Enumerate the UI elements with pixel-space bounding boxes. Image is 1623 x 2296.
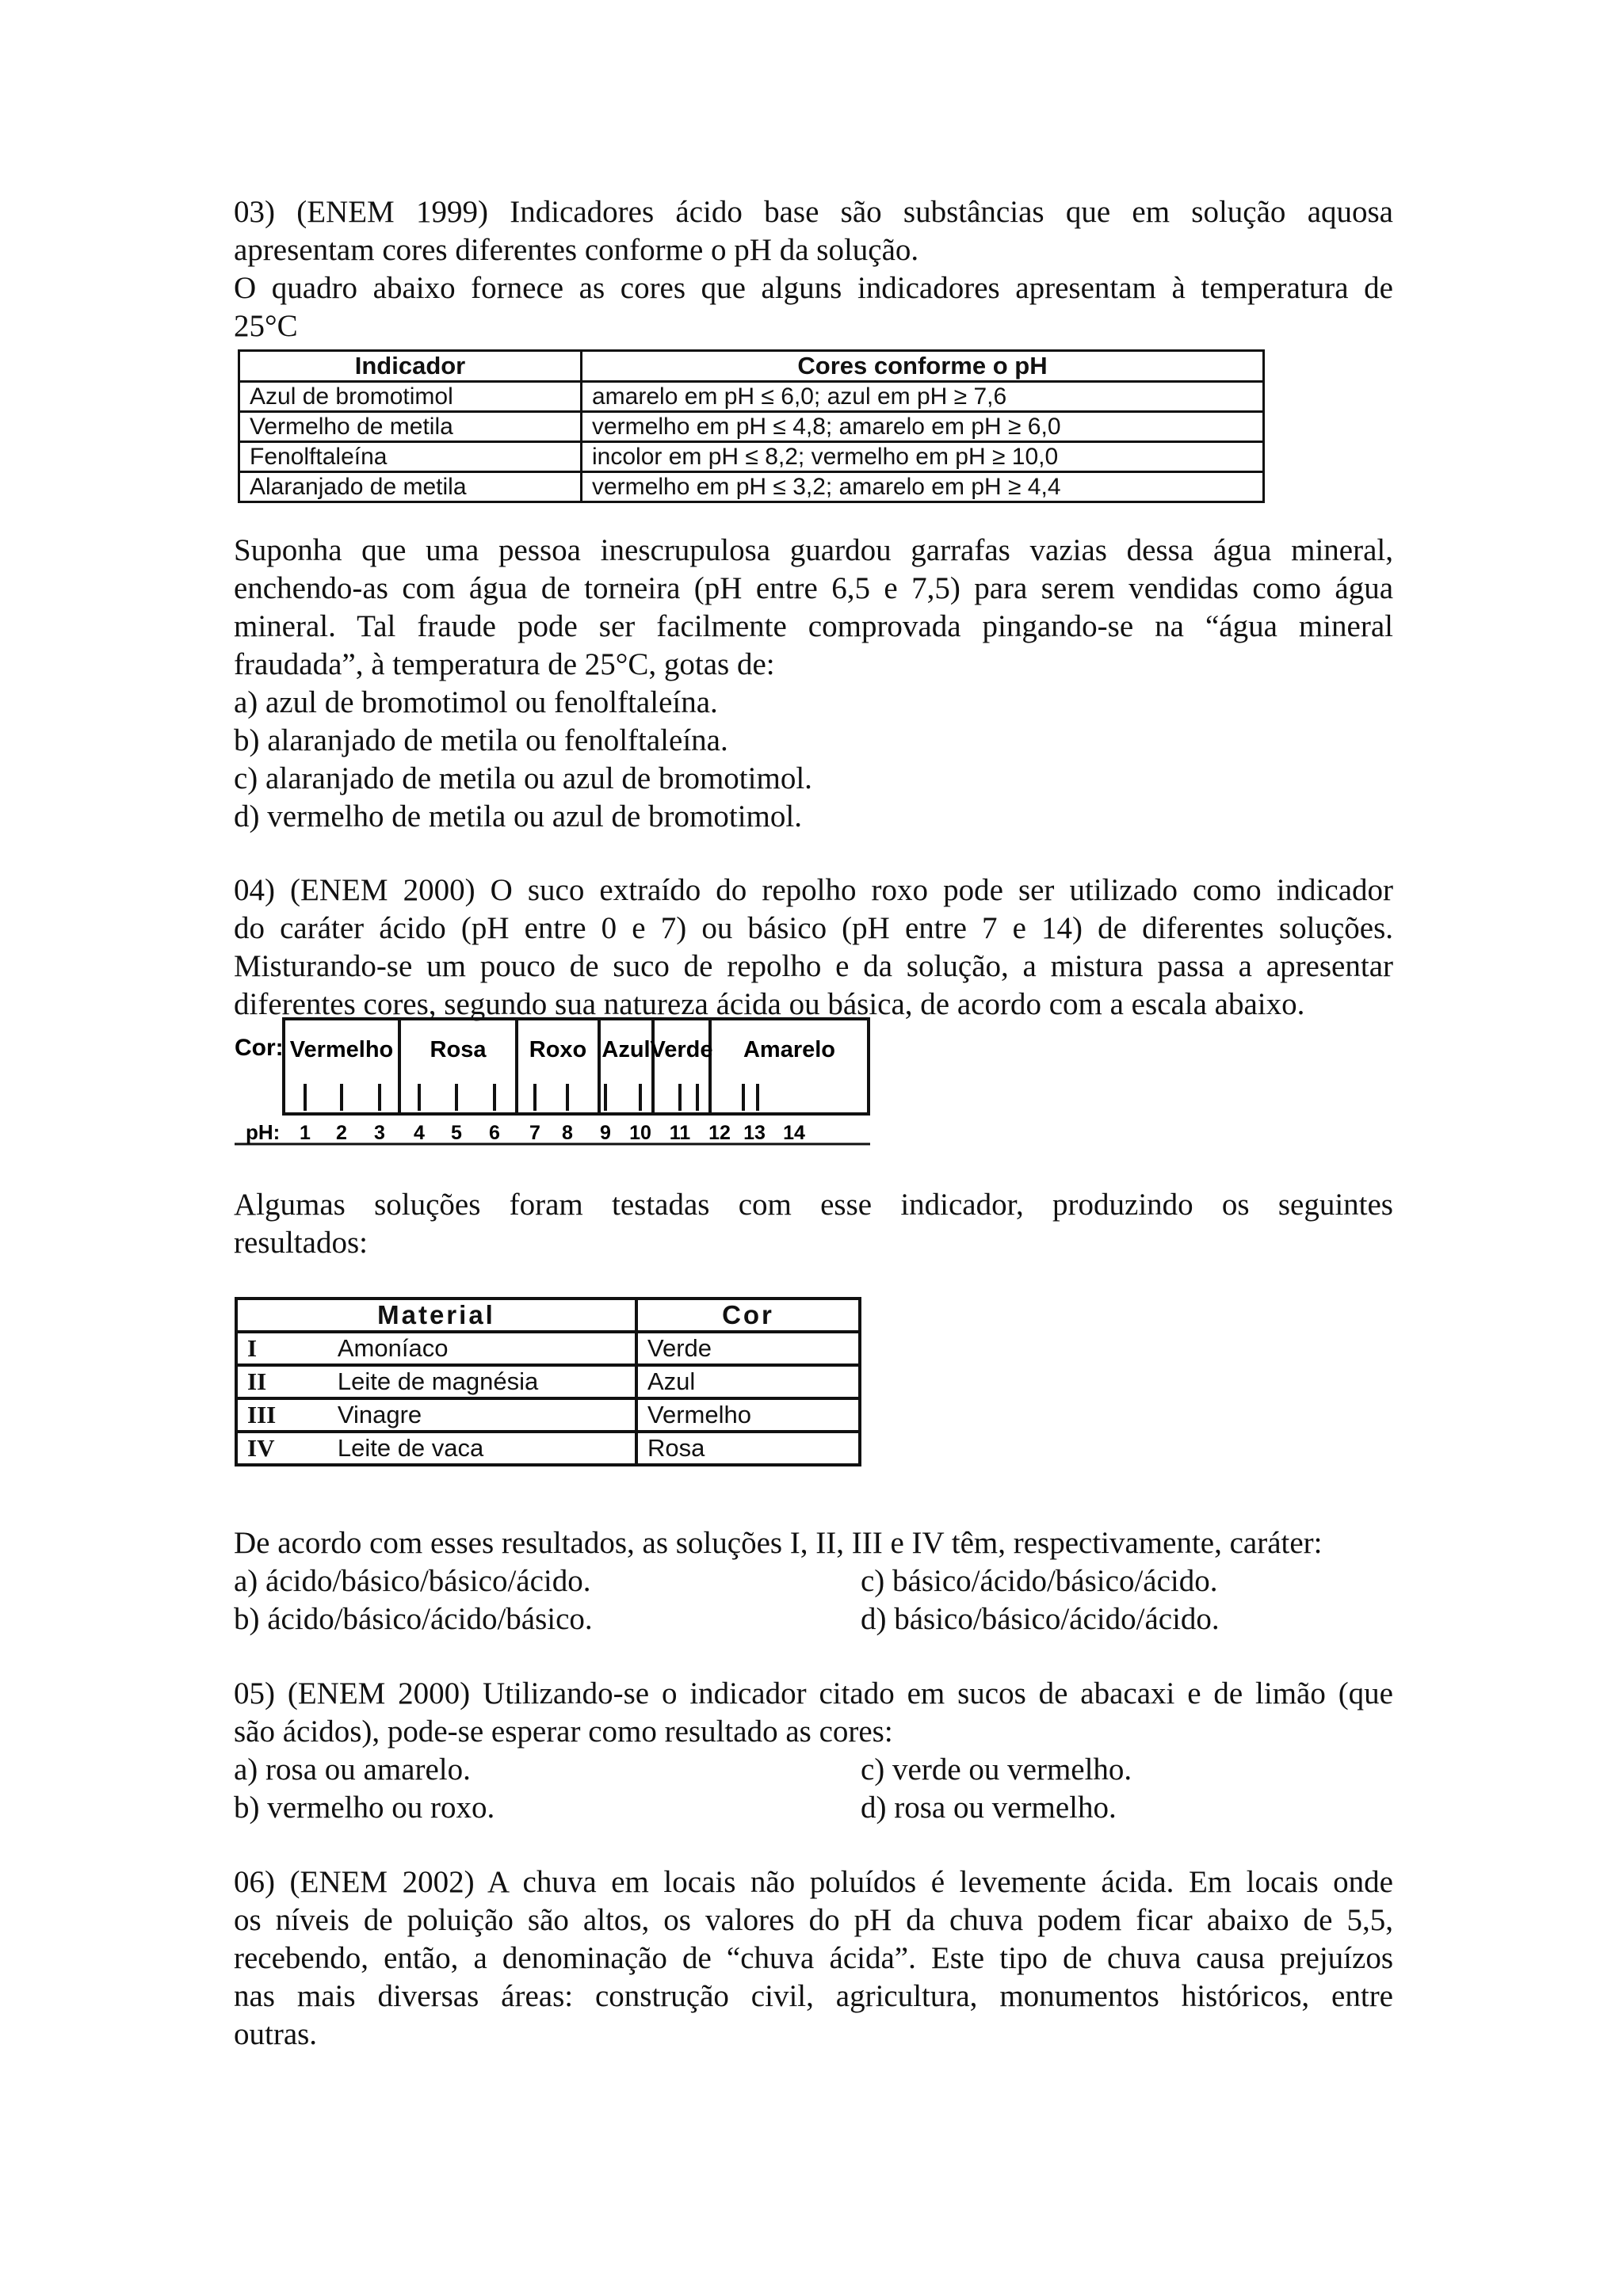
table-row xyxy=(239,382,1264,412)
material-color: Vermelho xyxy=(636,1398,860,1432)
indicator-table xyxy=(238,349,1265,503)
color-label-vermelho: Vermelho xyxy=(289,1037,394,1062)
material-name: Leite de vaca xyxy=(328,1432,636,1465)
ph-value: 5 xyxy=(451,1122,462,1144)
q04-line-2: do caráter ácido (pH entre 0 e 7) ou básico (pH entre 7 e 14) de diferentes soluções. xyxy=(234,911,1393,945)
q04-tested-line-2: resultados: xyxy=(234,1226,368,1260)
q03-after-line-3: mineral. Tal fraude pode ser facilmente comprovada pingando-se na “água mineral xyxy=(234,609,1393,643)
scale-ticks xyxy=(305,1084,758,1111)
ph-value: 9 xyxy=(600,1122,611,1144)
ph-value: 3 xyxy=(374,1122,385,1144)
q06-line-5: outras. xyxy=(234,2017,318,2051)
q04-line-1: 04) (ENEM 2000) O suco extraído do repolho roxo pode ser utilizado como indicador xyxy=(234,873,1393,907)
color-label-amarelo: Amarelo xyxy=(743,1037,836,1062)
indicator-table-header xyxy=(239,351,1264,382)
q06-line-3: recebendo, então, a denominação de “chuva ácida”. Este tipo de chuva causa prejuízos xyxy=(234,1941,1393,1975)
indicator-colors: vermelho em pH ≤ 3,2; amarelo em pH ≥ 4,4 xyxy=(582,472,1264,502)
row-number: I xyxy=(236,1332,328,1365)
q03-line-4: 25°C xyxy=(234,309,298,343)
color-label-azul: Azul xyxy=(601,1037,651,1062)
ph-label: pH: xyxy=(246,1120,281,1144)
ph-value: 13 xyxy=(743,1122,766,1144)
q04-line-3: Misturando-se um pouco de suco de repolho e da solução, a mistura passa a apresentar xyxy=(234,949,1393,983)
indicator-colors: incolor em pH ≤ 8,2; vermelho em pH ≥ 10,0 xyxy=(582,442,1264,472)
q03-option-d: d) vermelho de metila ou azul de bromotimol. xyxy=(234,799,802,833)
material-color: Azul xyxy=(636,1365,860,1398)
material-header: Material xyxy=(236,1299,636,1332)
color-label-roxo: Roxo xyxy=(529,1037,587,1062)
table-row xyxy=(236,1332,860,1365)
q03-line-2: apresentam cores diferentes conforme o pH da solução. xyxy=(234,233,919,267)
ph-value: 8 xyxy=(562,1122,573,1144)
material-color: Rosa xyxy=(636,1432,860,1465)
material-name: Amoníaco xyxy=(328,1332,636,1365)
colors-header: Cores conforme o pH xyxy=(582,351,1264,382)
color-label-rosa: Rosa xyxy=(430,1037,487,1062)
indicator-colors: vermelho em pH ≤ 4,8; amarelo em pH ≥ 6,0 xyxy=(582,412,1264,442)
ph-value: 7 xyxy=(529,1122,540,1144)
row-number: II xyxy=(236,1365,328,1398)
ph-value: 6 xyxy=(489,1122,500,1144)
table-row xyxy=(239,472,1264,502)
cor-header: Cor xyxy=(636,1299,860,1332)
q05-line-2: são ácidos), pode-se esperar como resultado as cores: xyxy=(234,1714,893,1749)
q05-option-c: c) verde ou vermelho. xyxy=(861,1753,1132,1787)
q03-line-1: 03) (ENEM 1999) Indicadores ácido base são substâncias que em solução aquosa xyxy=(234,195,1393,229)
material-name: Vinagre xyxy=(328,1398,636,1432)
q04-line-4: diferentes cores, segundo sua natureza ácida ou básica, de acordo com a escala abaixo. xyxy=(234,987,1305,1021)
indicator-name: Azul de bromotimol xyxy=(239,382,582,412)
row-number: III xyxy=(236,1398,328,1432)
ph-value: 10 xyxy=(629,1122,651,1144)
indicator-name: Vermelho de metila xyxy=(239,412,582,442)
q05-line-1: 05) (ENEM 2000) Utilizando-se o indicador citado em sucos de abacaxi e de limão (que xyxy=(234,1676,1393,1711)
material-table xyxy=(235,1297,861,1466)
q03-after-line-2: enchendo-as com água de torneira (pH entre 6,5 e 7,5) para serem vendidas como água xyxy=(234,571,1393,605)
q03-after-line-4: fraudada”, à temperatura de 25°C, gotas de: xyxy=(234,647,775,681)
ph-value: 1 xyxy=(300,1122,311,1144)
ph-values xyxy=(300,1122,805,1144)
ph-value: 14 xyxy=(783,1122,805,1144)
q03-line-3: O quadro abaixo fornece as cores que alguns indicadores apresentam à temperatura de xyxy=(234,271,1393,305)
q03-after-line-1: Suponha que uma pessoa inescrupulosa guardou garrafas vazias dessa água mineral, xyxy=(234,533,1393,567)
color-label-verde: Verde xyxy=(650,1037,713,1062)
indicator-colors: amarelo em pH ≤ 6,0; azul em pH ≥ 7,6 xyxy=(582,382,1264,412)
indicator-header: Indicador xyxy=(239,351,582,382)
q05-option-a: a) rosa ou amarelo. xyxy=(234,1753,471,1787)
q05-option-b: b) vermelho ou roxo. xyxy=(234,1791,495,1825)
q04-tested-line-1: Algumas soluções foram testadas com esse indicador, produzindo os seguintes xyxy=(234,1188,1393,1222)
table-row xyxy=(239,442,1264,472)
ph-color-scale xyxy=(235,1014,876,1149)
q05-option-d: d) rosa ou vermelho. xyxy=(861,1791,1117,1825)
q04-option-d: d) básico/básico/ácido/ácido. xyxy=(861,1602,1220,1636)
material-name: Leite de magnésia xyxy=(328,1365,636,1398)
q03-option-a: a) azul de bromotimol ou fenolftaleína. xyxy=(234,685,718,719)
indicator-name: Fenolftaleína xyxy=(239,442,582,472)
q03-option-b: b) alaranjado de metila ou fenolftaleína. xyxy=(234,723,728,757)
q04-option-b: b) ácido/básico/ácido/básico. xyxy=(234,1602,593,1636)
q06-line-1: 06) (ENEM 2002) A chuva em locais não poluídos é levemente ácida. Em locais onde xyxy=(234,1865,1393,1899)
indicator-name: Alaranjado de metila xyxy=(239,472,582,502)
ph-value: 2 xyxy=(336,1122,347,1144)
table-row xyxy=(236,1432,860,1465)
ph-color-scale-graphic xyxy=(235,1014,876,1149)
table-row xyxy=(239,412,1264,442)
q06-line-2: os níveis de poluição são altos, os valores do pH da chuva podem ficar abaixo de 5,5, xyxy=(234,1903,1393,1937)
row-number: IV xyxy=(236,1432,328,1465)
table-row xyxy=(236,1398,860,1432)
q03-option-c: c) alaranjado de metila ou azul de bromotimol. xyxy=(234,761,812,795)
material-color: Verde xyxy=(636,1332,860,1365)
material-table-header xyxy=(236,1299,860,1332)
scale-box xyxy=(284,1019,869,1114)
cor-label: Cor: xyxy=(235,1035,284,1061)
q04-option-a: a) ácido/básico/básico/ácido. xyxy=(234,1564,591,1598)
q06-line-4: nas mais diversas áreas: construção civil, agricultura, monumentos históricos, entre xyxy=(234,1979,1393,2013)
ph-value: 11 xyxy=(669,1122,691,1144)
ph-value: 4 xyxy=(414,1122,425,1144)
table-row xyxy=(236,1365,860,1398)
ph-value: 12 xyxy=(708,1122,731,1144)
q04-option-c: c) básico/ácido/básico/ácido. xyxy=(861,1564,1218,1598)
q04-question: De acordo com esses resultados, as soluções I, II, III e IV têm, respectivamente, caráter: xyxy=(234,1526,1323,1560)
